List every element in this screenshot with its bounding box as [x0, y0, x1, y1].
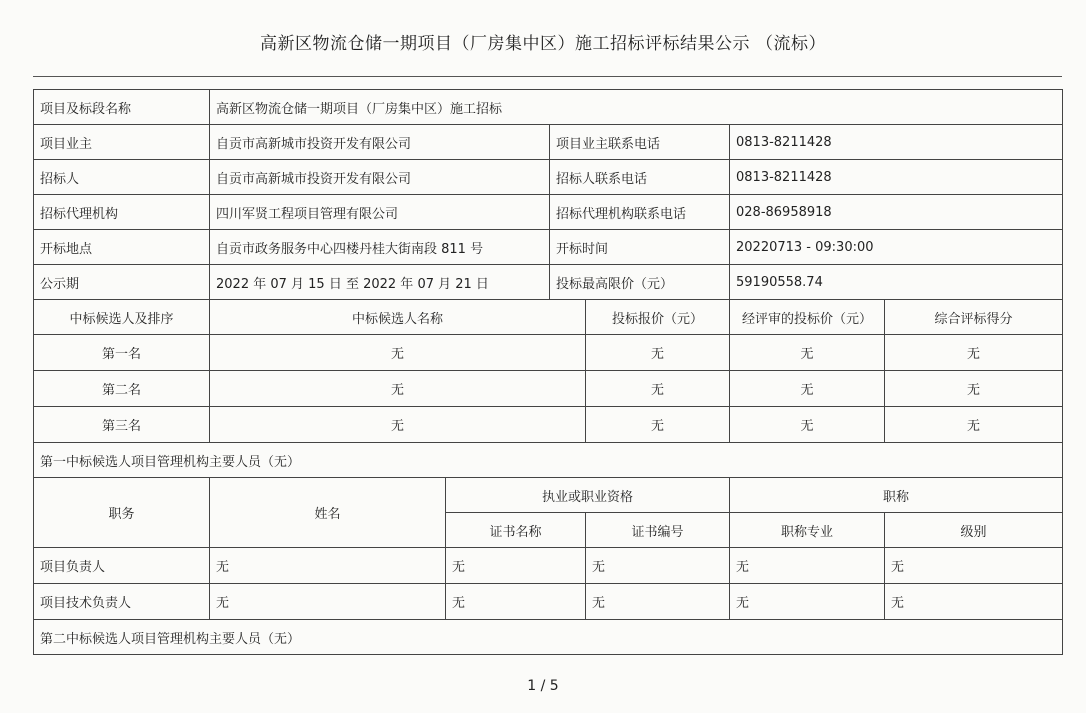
- staff-header-row-1: [34, 478, 1063, 513]
- agency-label: 招标代理机构: [34, 195, 210, 230]
- project-label: 项目及标段名称: [34, 90, 210, 125]
- max-price-value: 59190558.74: [730, 265, 1063, 300]
- project-value: 高新区物流仓储一期项目（厂房集中区）施工招标: [210, 90, 1063, 125]
- staff-level: 无: [885, 548, 1063, 584]
- tenderer-phone-value: 0813-8211428: [730, 160, 1063, 195]
- candidate-row: [34, 407, 1063, 443]
- header-professional-title: 职称: [730, 478, 1063, 513]
- header-cert-number: 证书编号: [586, 513, 730, 548]
- candidate-rank: 第三名: [34, 407, 210, 443]
- owner-label: 项目业主: [34, 125, 210, 160]
- header-bid-price: 投标报价（元）: [586, 300, 730, 335]
- staff-level: 无: [885, 584, 1063, 620]
- agency-phone-value: 028-86958918: [730, 195, 1063, 230]
- tenderer-phone-label: 招标人联系电话: [550, 160, 730, 195]
- location-label: 开标地点: [34, 230, 210, 265]
- candidate-bid-price: 无: [586, 371, 730, 407]
- row-owner: [34, 125, 1063, 160]
- candidate-name: 无: [210, 371, 586, 407]
- header-role: 职务: [34, 478, 210, 548]
- staff-cert-name: 无: [446, 584, 586, 620]
- candidate-rank: 第二名: [34, 371, 210, 407]
- header-title-major: 职称专业: [730, 513, 885, 548]
- header-candidate-name: 中标候选人名称: [210, 300, 586, 335]
- staff-title-major: 无: [730, 584, 885, 620]
- staff-row: [34, 584, 1063, 620]
- staff-cert-number: 无: [586, 584, 730, 620]
- staff1-section-row: [34, 443, 1063, 478]
- header-qualification: 执业或职业资格: [446, 478, 730, 513]
- candidates-header-row: [34, 300, 1063, 335]
- opening-time-label: 开标时间: [550, 230, 730, 265]
- staff-name: 无: [210, 584, 446, 620]
- location-value: 自贡市政务服务中心四楼丹桂大街南段 811 号: [210, 230, 550, 265]
- header-rank: 中标候选人及排序: [34, 300, 210, 335]
- staff-name: 无: [210, 548, 446, 584]
- candidate-evaluated-price: 无: [730, 407, 885, 443]
- row-tenderer: [34, 160, 1063, 195]
- staff1-section-title: 第一中标候选人项目管理机构主要人员（无）: [34, 443, 1063, 478]
- header-person-name: 姓名: [210, 478, 446, 548]
- title-divider: [33, 76, 1062, 77]
- staff2-section-title: 第二中标候选人项目管理机构主要人员（无）: [34, 620, 1063, 655]
- owner-phone-value: 0813-8211428: [730, 125, 1063, 160]
- row-agency: [34, 195, 1063, 230]
- tenderer-value: 自贡市高新城市投资开发有限公司: [210, 160, 550, 195]
- candidate-score: 无: [885, 371, 1063, 407]
- candidate-row: [34, 335, 1063, 371]
- staff-cert-number: 无: [586, 548, 730, 584]
- header-score: 综合评标得分: [885, 300, 1063, 335]
- max-price-label: 投标最高限价（元）: [550, 265, 730, 300]
- period-value: 2022 年 07 月 15 日 至 2022 年 07 月 21 日: [210, 265, 550, 300]
- candidate-evaluated-price: 无: [730, 335, 885, 371]
- staff-role: 项目技术负责人: [34, 584, 210, 620]
- candidate-evaluated-price: 无: [730, 371, 885, 407]
- header-level: 级别: [885, 513, 1063, 548]
- candidate-score: 无: [885, 335, 1063, 371]
- tenderer-label: 招标人: [34, 160, 210, 195]
- row-period: [34, 265, 1063, 300]
- candidate-bid-price: 无: [586, 407, 730, 443]
- staff2-section-row: [34, 620, 1063, 655]
- page-number: 1 / 5: [527, 678, 559, 694]
- staff-role: 项目负责人: [34, 548, 210, 584]
- owner-value: 自贡市高新城市投资开发有限公司: [210, 125, 550, 160]
- bid-result-table: [33, 89, 1063, 655]
- candidate-name: 无: [210, 335, 586, 371]
- candidate-bid-price: 无: [586, 335, 730, 371]
- candidate-row: [34, 371, 1063, 407]
- agency-phone-label: 招标代理机构联系电话: [550, 195, 730, 230]
- row-project: [34, 90, 1063, 125]
- opening-time-value: 20220713 - 09:30:00: [730, 230, 1063, 265]
- candidate-name: 无: [210, 407, 586, 443]
- staff-row: [34, 548, 1063, 584]
- page-title: 高新区物流仓储一期项目（厂房集中区）施工招标评标结果公示 （流标）: [260, 34, 826, 54]
- staff-cert-name: 无: [446, 548, 586, 584]
- header-cert-name: 证书名称: [446, 513, 586, 548]
- candidate-rank: 第一名: [34, 335, 210, 371]
- staff-title-major: 无: [730, 548, 885, 584]
- row-location: [34, 230, 1063, 265]
- candidate-score: 无: [885, 407, 1063, 443]
- agency-value: 四川军贤工程项目管理有限公司: [210, 195, 550, 230]
- period-label: 公示期: [34, 265, 210, 300]
- header-evaluated-price: 经评审的投标价（元）: [730, 300, 885, 335]
- owner-phone-label: 项目业主联系电话: [550, 125, 730, 160]
